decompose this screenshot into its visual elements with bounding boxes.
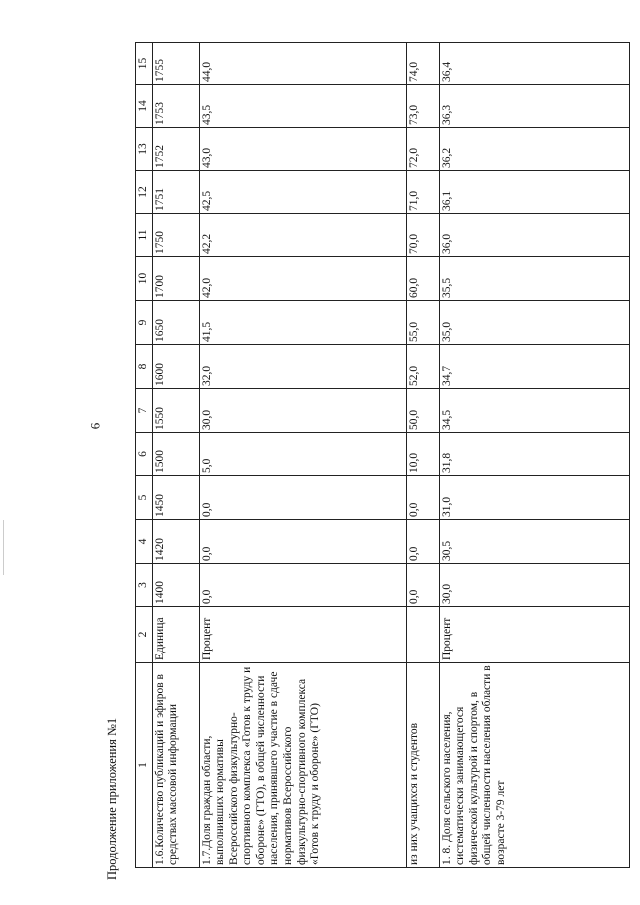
table-row: [199, 43, 406, 868]
table-row: [152, 43, 199, 868]
indicator-value: 0,0: [199, 476, 406, 520]
indicator-name: из них учащихся и студентов: [406, 663, 439, 868]
indicator-value: 43,5: [199, 85, 406, 128]
page-number: 6: [87, 422, 103, 430]
indicators-table: [135, 42, 630, 868]
indicator-value: 36,2: [439, 128, 629, 171]
indicator-value: 44,0: [199, 43, 406, 85]
indicator-value: 30,5: [439, 520, 629, 564]
indicator-value: 74,0: [406, 43, 439, 85]
indicator-value: 36,3: [439, 85, 629, 128]
column-number: 6: [136, 433, 153, 476]
indicator-value: 42,2: [199, 214, 406, 257]
column-number: 15: [136, 43, 153, 85]
indicator-name: 1.6.Количество публикаций и эфиров в средствах массовой информации: [152, 663, 199, 868]
indicator-value: 42,0: [199, 257, 406, 301]
indicator-value: 35,5: [439, 257, 629, 301]
indicator-value: 70,0: [406, 214, 439, 257]
indicator-value: 52,0: [406, 345, 439, 389]
indicator-value: 36,1: [439, 171, 629, 214]
indicator-value: 0,0: [406, 520, 439, 564]
column-number: 2: [136, 607, 153, 663]
indicator-value: 50,0: [406, 389, 439, 433]
indicator-value: 73,0: [406, 85, 439, 128]
column-number-row: [136, 43, 153, 868]
column-number: 4: [136, 520, 153, 564]
indicator-value: 1420: [152, 520, 199, 564]
indicator-value: 1751: [152, 171, 199, 214]
column-number: 9: [136, 301, 153, 345]
indicator-value: 35,0: [439, 301, 629, 345]
indicator-value: 36,4: [439, 43, 629, 85]
indicator-value: 34,7: [439, 345, 629, 389]
indicator-value: 1600: [152, 345, 199, 389]
indicator-value: 0,0: [406, 564, 439, 607]
indicator-value: 41,5: [199, 301, 406, 345]
column-number: 14: [136, 85, 153, 128]
indicator-value: 30,0: [199, 389, 406, 433]
table-row: [439, 43, 629, 868]
column-number: 12: [136, 171, 153, 214]
rotated-table-wrapper: [135, 43, 630, 868]
indicator-value: 32,0: [199, 345, 406, 389]
indicator-value: 34,5: [439, 389, 629, 433]
indicator-value: 1500: [152, 433, 199, 476]
indicator-value: 72,0: [406, 128, 439, 171]
scan-edge-mark: [3, 520, 4, 575]
appendix-continuation-note: Продолжение приложения №1: [105, 717, 119, 880]
table-row: [406, 43, 439, 868]
indicator-value: 1753: [152, 85, 199, 128]
indicator-value: 60,0: [406, 257, 439, 301]
indicator-value: 42,5: [199, 171, 406, 214]
indicator-value: 1400: [152, 564, 199, 607]
indicator-value: 55,0: [406, 301, 439, 345]
indicator-value: 5,0: [199, 433, 406, 476]
column-number: 3: [136, 564, 153, 607]
indicator-unit: [406, 607, 439, 663]
indicator-value: 36,0: [439, 214, 629, 257]
indicator-value: 1550: [152, 389, 199, 433]
indicator-value: 31,8: [439, 433, 629, 476]
indicator-value: 1752: [152, 128, 199, 171]
indicator-value: 0,0: [199, 564, 406, 607]
indicator-name: 1.7.Доля граждан области, выполнивших нормативы Всероссийского физкультурно-спортивного комплекса «Готов к труду и обороне» (ГТО), в общей численности населения, принявшего участие в сдаче нормативов Всероссийского физкультурно-спортивного комплекса «Готов к труду и обороне» (ГТО): [199, 663, 406, 868]
indicator-value: 0,0: [406, 476, 439, 520]
indicator-name: 1. 8. Доля сельского населения, систематически занимающегося физической культурой и спортом, в общей численности населения области в возрасте 3-79 лет: [439, 663, 629, 868]
indicator-value: 1450: [152, 476, 199, 520]
column-number: 5: [136, 476, 153, 520]
indicator-value: 30,0: [439, 564, 629, 607]
indicator-value: 1650: [152, 301, 199, 345]
column-number: 7: [136, 389, 153, 433]
indicator-value: 10,0: [406, 433, 439, 476]
indicator-value: 1750: [152, 214, 199, 257]
column-number: 1: [136, 663, 153, 868]
column-number: 11: [136, 214, 153, 257]
indicator-value: 43,0: [199, 128, 406, 171]
indicator-value: 71,0: [406, 171, 439, 214]
column-number: 8: [136, 345, 153, 389]
indicator-value: 1755: [152, 43, 199, 85]
indicator-unit: Единица: [152, 607, 199, 663]
column-number: 10: [136, 257, 153, 301]
indicator-value: 31,0: [439, 476, 629, 520]
indicator-value: 0,0: [199, 520, 406, 564]
column-number: 13: [136, 128, 153, 171]
indicator-value: 1700: [152, 257, 199, 301]
indicator-unit: Процент: [439, 607, 629, 663]
indicator-unit: Процент: [199, 607, 406, 663]
